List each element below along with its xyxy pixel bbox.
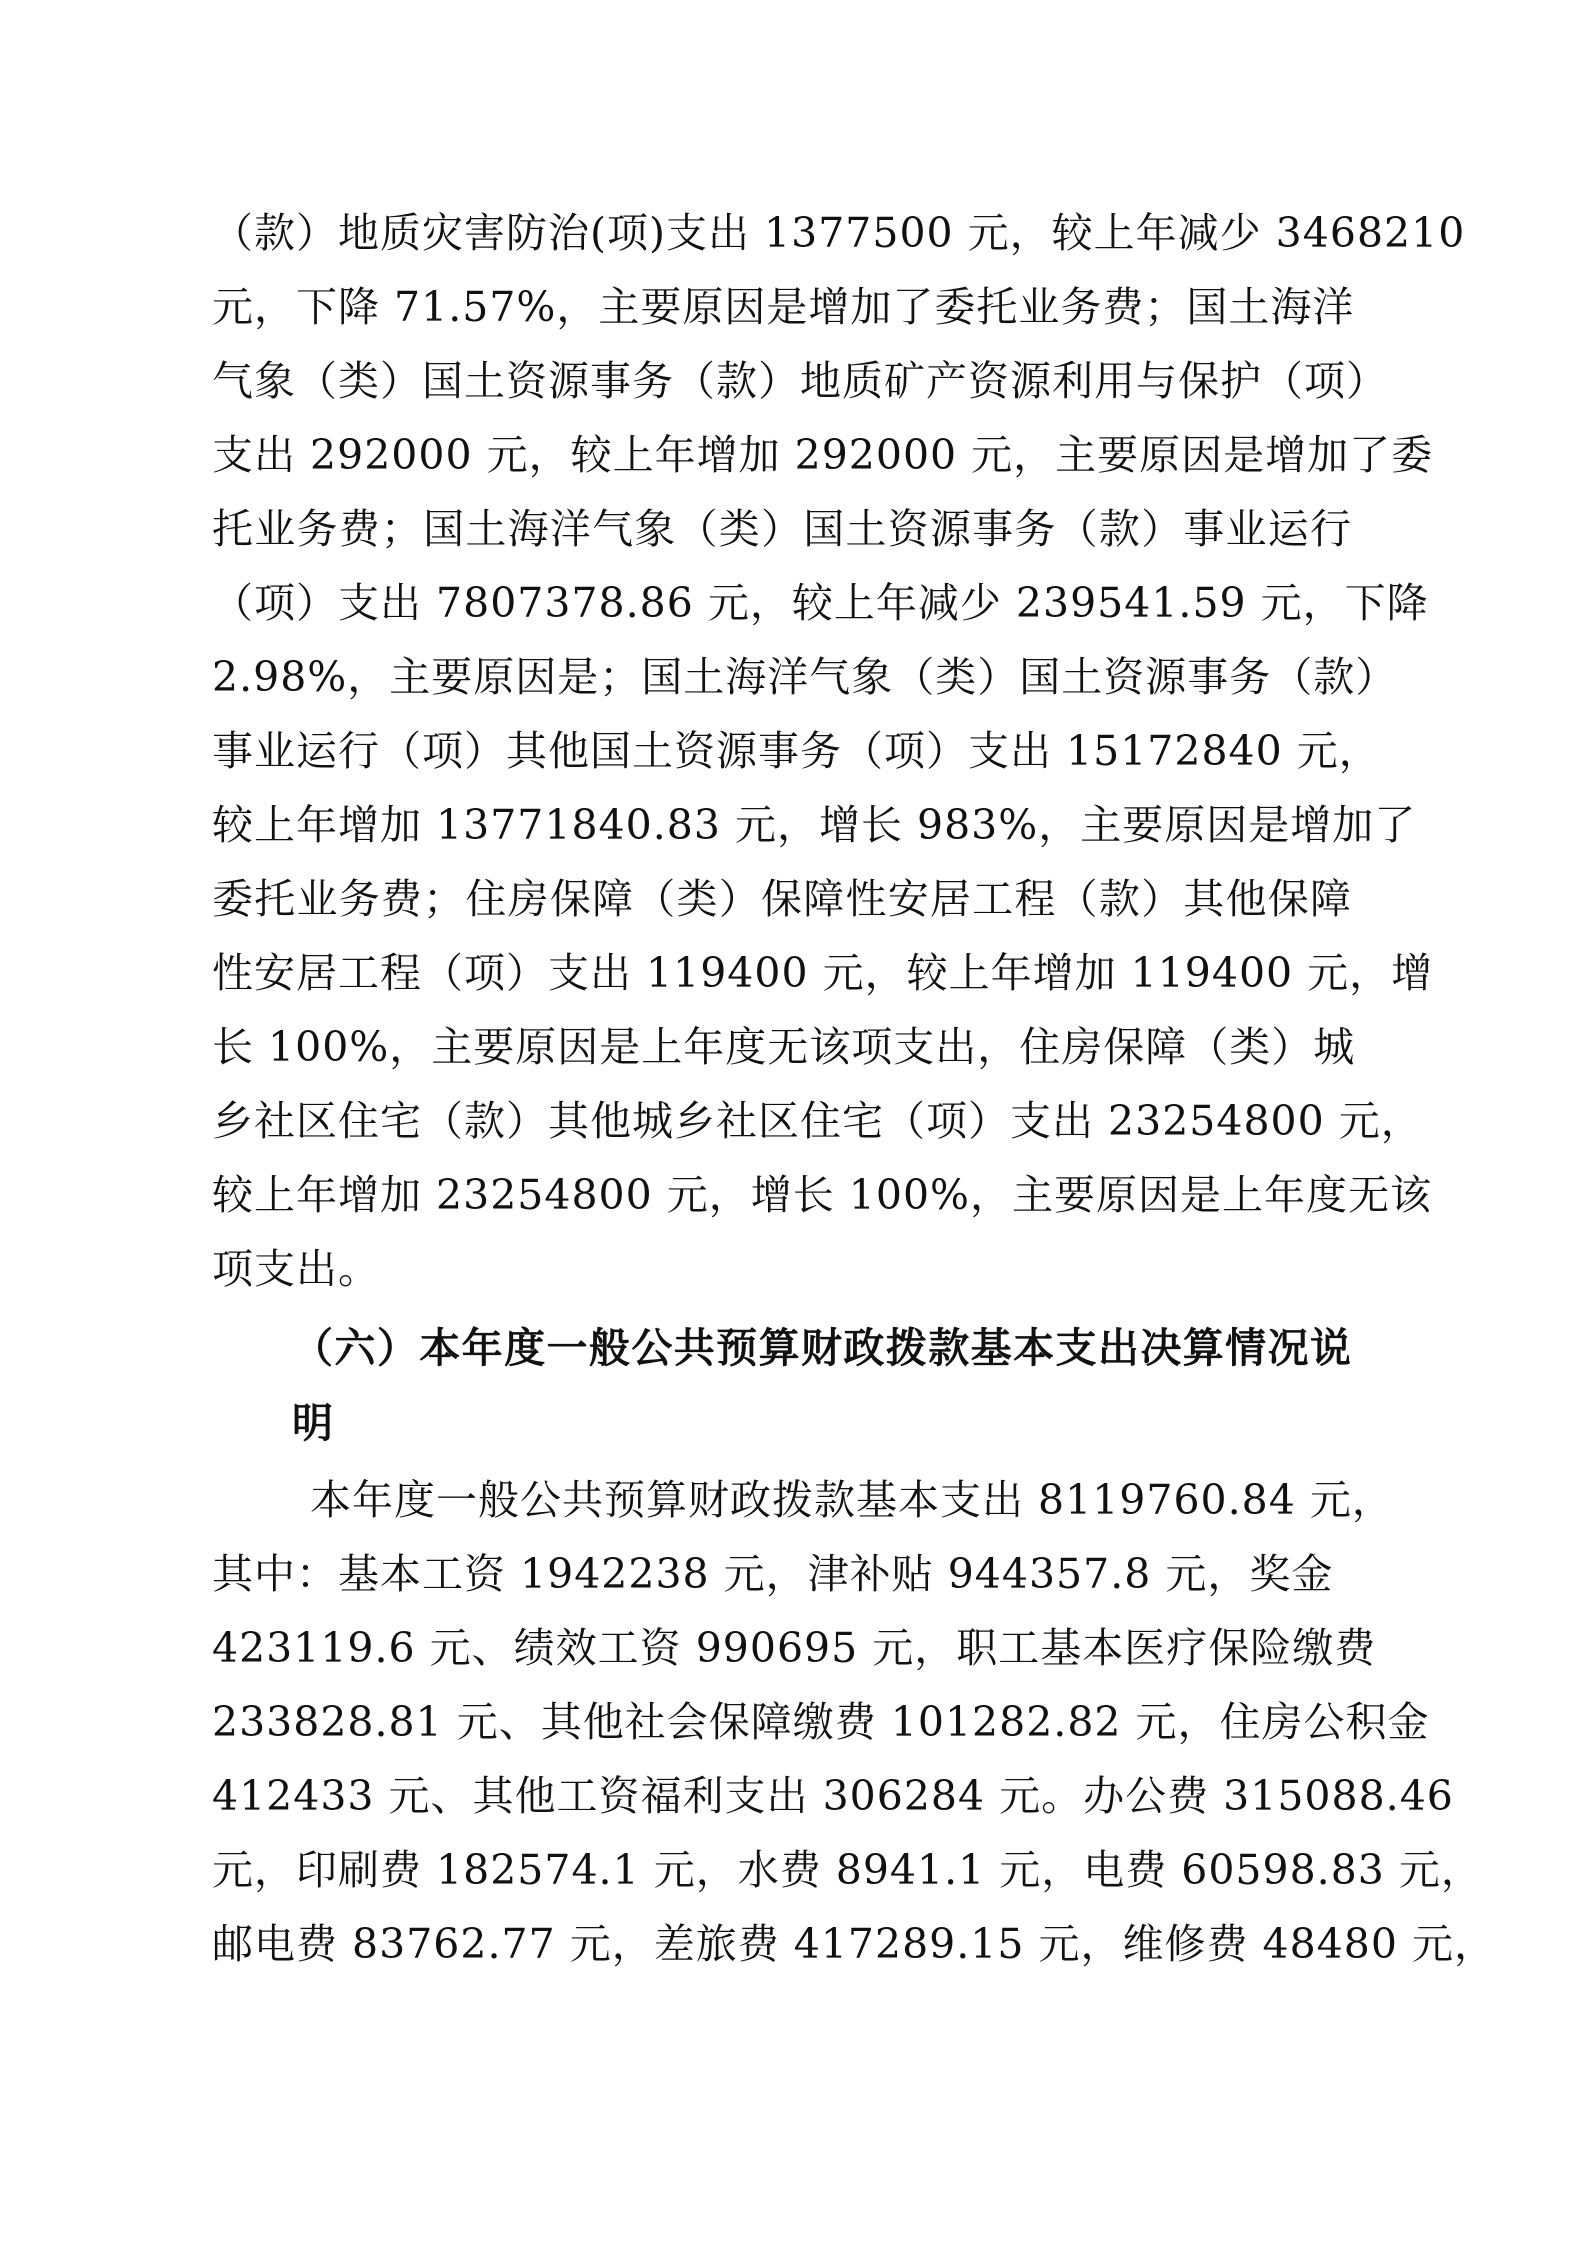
section-heading: （六）本年度一般公共预算财政拨款基本支出决算情况说 bbox=[292, 1324, 1352, 1372]
text-line: 元，下降 71.57%，主要原因是增加了委托业务费；国土海洋 bbox=[212, 283, 1355, 331]
text-line: 412433 元、其他工资福利支出 306284 元。办公费 315088.46 bbox=[212, 1772, 1454, 1820]
text-line: 233828.81 元、其他社会保障缴费 101282.82 元，住房公积金 bbox=[212, 1698, 1430, 1746]
text-line: 2.98%，主要原因是；国土海洋气象（类）国土资源事务（款） bbox=[212, 653, 1398, 701]
text-line: 托业务费；国土海洋气象（类）国土资源事务（款）事业运行 bbox=[212, 505, 1352, 553]
text-line: 本年度一般公共预算财政拨款基本支出 8119760.84 元， bbox=[310, 1476, 1394, 1524]
text-line: 事业运行（项）其他国土资源事务（项）支出 15172840 元， bbox=[212, 727, 1381, 775]
text-line: 长 100%，主要原因是上年度无该项支出，住房保障（类）城 bbox=[212, 1023, 1356, 1071]
text-line: 气象（类）国土资源事务（款）地质矿产资源利用与保护（项） bbox=[212, 357, 1388, 405]
text-line: 其中：基本工资 1942238 元，津补贴 944357.8 元，奖金 bbox=[212, 1550, 1334, 1598]
text-line: 支出 292000 元，较上年增加 292000 元，主要原因是增加了委 bbox=[212, 431, 1434, 479]
text-line: 项支出。 bbox=[212, 1245, 380, 1293]
text-line: 423119.6 元、绩效工资 990695 元，职工基本医疗保险缴费 bbox=[212, 1624, 1377, 1672]
section-heading: 明 bbox=[292, 1399, 334, 1447]
text-line: 乡社区住宅（款）其他城乡社区住宅（项）支出 23254800 元， bbox=[212, 1097, 1423, 1145]
text-line: 邮电费 83762.77 元，差旅费 417289.15 元，维修费 48480 元， bbox=[212, 1920, 1496, 1968]
text-line: （款）地质灾害防治(项)支出 1377500 元，较上年减少 3468210 bbox=[212, 209, 1466, 257]
text-line: 元，印刷费 182574.1 元，水费 8941.1 元，电费 60598.83 元， bbox=[212, 1846, 1483, 1894]
text-line: 性安居工程（项）支出 119400 元，较上年增加 119400 元，增 bbox=[212, 949, 1434, 997]
text-line: 较上年增加 23254800 元，增长 100%，主要原因是上年度无该 bbox=[212, 1171, 1432, 1219]
text-line: （项）支出 7807378.86 元，较上年减少 239541.59 元，下降 bbox=[212, 579, 1429, 627]
text-line: 较上年增加 13771840.83 元，增长 983%，主要原因是增加了 bbox=[212, 801, 1417, 849]
text-line: 委托业务费；住房保障（类）保障性安居工程（款）其他保障 bbox=[212, 875, 1352, 923]
